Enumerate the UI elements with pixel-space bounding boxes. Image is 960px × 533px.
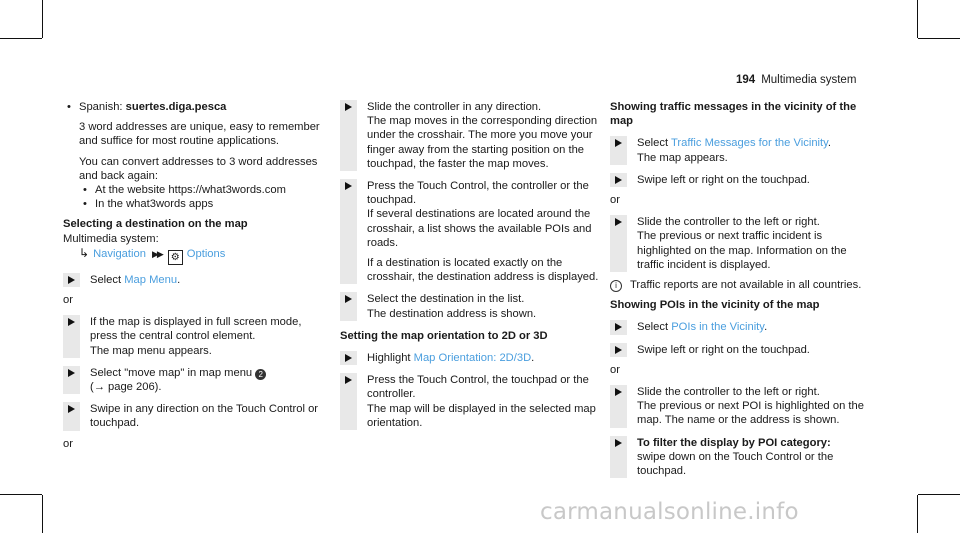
crop-mark [917, 0, 918, 38]
paragraph: You can convert addresses to 3 word addresses and back again: [79, 155, 318, 182]
step-arrow-icon [615, 388, 622, 396]
instruction-step: Swipe left or right on the touchpad. [610, 343, 872, 357]
instruction-step: Select POIs in the Vicinity. [610, 320, 872, 334]
step-arrow-icon [68, 276, 75, 284]
step-bar [610, 436, 627, 479]
column-3 [610, 100, 872, 478]
step-arrow-icon [615, 176, 622, 184]
section-heading: Showing POIs in the vicinity of the map [610, 299, 820, 312]
step-bar [340, 373, 357, 430]
crop-mark [42, 0, 43, 38]
instruction-step: Press the Touch Control, the touchpad or the controller. The map will be displayed in the selected map orientation. [340, 373, 602, 430]
step-bar [340, 351, 357, 365]
instruction-step: Select Map Menu. [63, 273, 325, 287]
section-heading: Showing traffic messages in the vicinity of the map [610, 101, 857, 128]
step-bar [610, 136, 627, 164]
info-note: i Traffic reports are not available in all countries. [610, 278, 872, 292]
map-orientation-link[interactable]: Map Orientation: 2D/3D [413, 352, 532, 365]
or-text: or [610, 194, 620, 207]
watermark: carmanualsonline.info [540, 499, 799, 525]
list-item: • In the what3words apps [79, 197, 325, 211]
instruction-step: If the map is displayed in full screen mode, press the central control element. The map menu appears. [63, 315, 325, 358]
list-item [63, 100, 325, 114]
instruction-step: Slide the controller in any direction. The map moves in the corresponding direction under the crosshair. The more you move your finger away from the starting position on the touchpad, the faster the map moves. [340, 100, 602, 171]
step-arrow-icon [615, 218, 622, 226]
options-gear-icon: ⚙ [168, 250, 183, 265]
step-bar [63, 402, 80, 430]
crop-mark [918, 494, 960, 495]
traffic-messages-link[interactable]: Traffic Messages for the Vicinity [671, 137, 828, 150]
crop-mark [918, 38, 960, 39]
step-bar [610, 173, 627, 187]
page-number: 194 [736, 74, 756, 86]
step-bar [610, 343, 627, 357]
step-bar [340, 292, 357, 320]
step-bar [340, 100, 357, 171]
options-link[interactable]: Options [186, 247, 226, 260]
menu-path [79, 246, 325, 265]
spanish-label: Spanish: [79, 101, 126, 113]
list-item: • At the website https://what3words.com [79, 183, 325, 197]
crop-mark [42, 495, 43, 533]
instruction-step: To filter the display by POI category: swipe down on the Touch Control or the touchpad. [610, 436, 872, 479]
or-text: or [63, 294, 73, 307]
step-arrow-icon [615, 346, 622, 354]
step-arrow-icon [345, 376, 352, 384]
step-arrow-icon [615, 439, 622, 447]
step-arrow-icon [345, 103, 352, 111]
step-bar [63, 315, 80, 358]
info-icon: i [610, 280, 622, 292]
step-bar [63, 366, 80, 394]
section-heading: Selecting a destination on the map [63, 218, 248, 231]
or-text: or [610, 363, 620, 376]
step-arrow-icon [345, 182, 352, 190]
column-1 [63, 100, 325, 451]
step-arrow-icon [68, 369, 75, 377]
step-arrow-icon [345, 295, 352, 303]
chevron-right-icon: ▶▶ [151, 248, 162, 259]
instruction-step: Slide the controller to the left or right. The previous or next POI is highlighted on the map. The name or the address is shown. [610, 385, 872, 428]
spanish-value: suertes.diga.pesca [125, 101, 227, 113]
map-menu-link[interactable]: Map Menu [124, 273, 178, 286]
step-arrow-icon [345, 354, 352, 362]
or-text: or [63, 437, 73, 450]
paragraph: 3 word addresses are unique, easy to remember and suffice for most routine applications. [79, 121, 320, 148]
step-bar [610, 385, 627, 428]
navigation-arrow-icon: ↳ [79, 245, 90, 260]
step-arrow-icon [68, 318, 75, 326]
step-arrow-icon [615, 323, 622, 331]
step-bar [610, 320, 627, 334]
pois-link[interactable]: POIs in the Vicinity [671, 321, 765, 334]
section-heading: Setting the map orientation to 2D or 3D [340, 329, 548, 342]
step-bar [63, 273, 80, 287]
instruction-step: Swipe in any direction on the Touch Control or touchpad. [63, 402, 325, 430]
step-arrow-icon [68, 405, 75, 413]
step-arrow-icon [615, 139, 622, 147]
instruction-step: Highlight Map Orientation: 2D/3D. [340, 351, 602, 365]
crop-mark [917, 495, 918, 533]
path-intro: Multimedia system: [63, 232, 159, 245]
section-title: Multimedia system [761, 74, 857, 86]
step-bar [340, 179, 357, 284]
navigation-link[interactable]: Navigation [93, 247, 146, 260]
column-2 [340, 100, 602, 430]
page-header [736, 73, 856, 87]
instruction-step: Slide the controller to the left or right. The previous or next traffic incident is highlighted on the map. Information on the traffic incident is displayed. [610, 215, 872, 272]
instruction-step: Swipe left or right on the touchpad. [610, 173, 872, 187]
instruction-step: Select "move map" in map menu 2 (→ page 206). [63, 366, 325, 394]
instruction-step: Select Traffic Messages for the Vicinity. The map appears. [610, 136, 872, 164]
instruction-step: Press the Touch Control, the controller or the touchpad. If several destinations are located around the crosshair, a list shows the available POIs and roads. If a destination is located exactly on the crosshair, the destination address is displayed. [340, 179, 602, 284]
crop-mark [0, 494, 42, 495]
callout-number: 2 [255, 369, 266, 380]
step-bar [610, 215, 627, 272]
crop-mark [0, 38, 42, 39]
instruction-step: Select the destination in the list. The destination address is shown. [340, 292, 602, 320]
